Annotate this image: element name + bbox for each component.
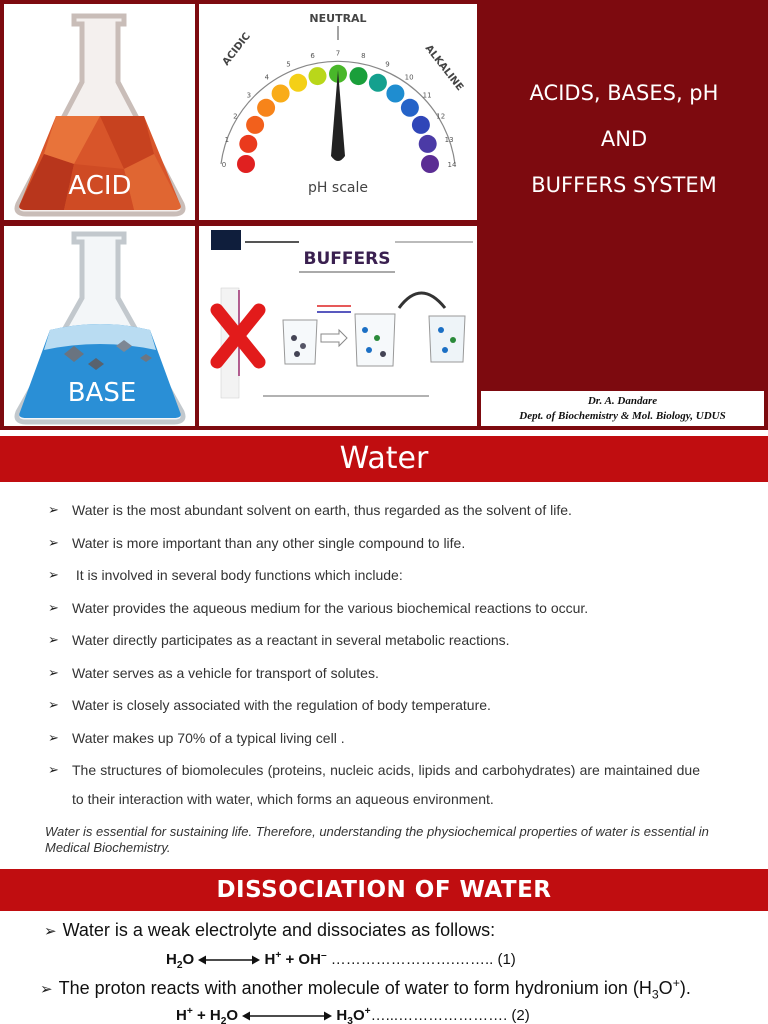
ph-number-8: 8	[361, 52, 366, 61]
equation-2-number: …...…………………. (2)	[370, 1007, 530, 1024]
equation-1: $H_2O$ H+ + OH– …………………….…….. (1)	[166, 950, 516, 971]
bullet-arrow-icon: ➢	[48, 502, 59, 517]
list-item	[48, 659, 700, 688]
double-arrow-icon	[198, 954, 260, 966]
ph-dot-11	[401, 99, 419, 117]
base-label: BASE	[67, 378, 137, 408]
bullet-arrow-icon: ➢	[48, 632, 59, 647]
title-line-3: BUFFERS SYSTEM	[531, 173, 717, 197]
bullet-arrow-icon: ➢	[48, 729, 59, 745]
dissociation-line-1	[44, 920, 495, 941]
ph-number-6: 6	[310, 52, 315, 61]
equation-2: $H^+ + H_2O$ $H_3O^+\dots...\dots\dots\dots\dots\dots\dots\dots$. (2)	[176, 1006, 530, 1024]
ph-number-5: 5	[286, 60, 291, 69]
ph-number-4: 4	[264, 73, 270, 82]
ph-dot-1	[239, 135, 257, 153]
buffers-diagram-image	[199, 226, 477, 426]
presentation-title	[480, 70, 768, 208]
ph-number-12: 12	[436, 112, 446, 121]
ph-dot-13	[419, 135, 437, 153]
bullet-text: Water provides the aqueous medium for the various biochemical reactions to occur.	[72, 599, 589, 616]
ph-dot-14	[421, 155, 439, 173]
ph-number-2: 2	[233, 112, 238, 121]
water-heading: Water	[0, 436, 768, 482]
author-department: Dept. of Biochemistry & Mol. Biology, UDUS	[519, 410, 726, 422]
list-item	[48, 626, 700, 655]
list-item	[48, 724, 700, 753]
water-note: Water is essential for sustaining life. Therefore, understanding the physiochemical properties of water is essential in Medical Biochemistry.	[45, 824, 709, 855]
ph-number-0: 0	[221, 161, 227, 169]
list-item	[48, 756, 700, 813]
ph-dot-2	[246, 116, 264, 134]
bullet-arrow-icon: ➢	[48, 664, 59, 680]
ph-scale-graphic	[199, 4, 477, 220]
list-item	[48, 691, 700, 720]
buffers-graphic	[199, 226, 477, 426]
list-item	[48, 496, 700, 525]
base-flask-graphic	[4, 226, 195, 426]
line-2-end: ).	[679, 978, 691, 998]
bullet-arrow-icon: ➢	[44, 923, 57, 940]
title-line-2: AND	[600, 127, 648, 151]
list-item	[48, 561, 700, 590]
water-slide	[0, 430, 768, 860]
bullet-text: The structures of biomolecules (proteins, nucleic acids, lipids and carbohydrates) are maintained due to their interaction with water, which forms an aqueous environment.	[72, 762, 700, 807]
author-credit	[481, 391, 764, 426]
ph-dot-3	[257, 99, 275, 117]
buffers-title: BUFFERS	[303, 249, 391, 269]
ph-number-1: 1	[224, 136, 230, 145]
dissociation-heading: DISSOCIATION OF WATER	[0, 869, 768, 911]
ph-number-9: 9	[385, 60, 390, 69]
alkaline-label: ALKALINE	[422, 43, 466, 94]
equation-1-number: …………………….…….. (1)	[330, 951, 516, 968]
acid-flask-graphic	[4, 4, 195, 220]
bullet-arrow-icon: ➢	[40, 981, 53, 998]
ph-scale-caption: pH scale	[308, 180, 368, 196]
bullet-arrow-icon: ➢	[48, 599, 59, 615]
ph-dot-4	[272, 85, 290, 103]
ph-number-13: 13	[444, 136, 454, 145]
bullet-text: Water serves as a vehicle for transport of solutes.	[72, 664, 379, 681]
list-item	[48, 594, 700, 623]
author-name: Dr. A. Dandare	[587, 395, 658, 407]
list-item	[48, 529, 700, 558]
title-slide	[0, 0, 768, 430]
ph-needle	[331, 70, 345, 161]
title-line-1: ACIDS, BASES, pH	[529, 81, 719, 105]
bullet-arrow-icon: ➢	[48, 567, 59, 582]
bullet-arrow-icon: ➢	[48, 534, 59, 550]
bullet-text: Water is more important than any other single compound to life.	[72, 534, 466, 551]
acid-flask-image	[4, 4, 195, 220]
ph-number-3: 3	[246, 91, 252, 100]
water-bullet-list	[48, 496, 700, 817]
ph-dot-6	[309, 67, 327, 85]
line-1-text: Water is a weak electrolyte and dissociates as follows:	[62, 920, 496, 940]
bullet-arrow-icon: ➢	[48, 697, 59, 712]
bullet-text: Water is the most abundant solvent on earth, thus regarded as the solvent of life.	[72, 502, 572, 518]
ph-number-14: 14	[447, 161, 457, 169]
base-flask-image	[4, 226, 195, 426]
ph-number-7: 7	[335, 49, 341, 58]
ph-number-11: 11	[422, 91, 432, 100]
ph-scale-image	[199, 4, 477, 220]
ph-dot-5	[289, 74, 307, 92]
bullet-text: Water makes up 70% of a typical living cell .	[72, 729, 345, 746]
double-arrow-icon	[242, 1010, 332, 1022]
line-2-text: The proton reacts with another molecule of water to form hydronium ion (H	[58, 978, 652, 998]
bullet-text: Water directly participates as a reactant in several metabolic reactions.	[72, 632, 510, 648]
ph-dot-10	[386, 85, 404, 103]
ph-dot-0	[237, 155, 255, 173]
ph-dot-9	[369, 74, 387, 92]
neutral-label: NEUTRAL	[309, 12, 367, 25]
dissociation-line-2: ➢ The proton reacts with another molecule of water to form hydronium ion $(H_3O^+)$.	[40, 976, 691, 1002]
dissociation-slide	[0, 860, 768, 1024]
acidic-label: ACIDIC	[220, 30, 253, 68]
ph-dot-12	[412, 116, 430, 134]
bullet-text: Water is closely associated with the regulation of body temperature.	[72, 697, 491, 713]
bullet-text: It is involved in several body functions which include:	[72, 567, 403, 583]
ph-dot-8	[350, 67, 368, 85]
bullet-arrow-icon: ➢	[48, 762, 59, 777]
acid-label: ACID	[68, 171, 132, 201]
ph-number-10: 10	[404, 73, 414, 82]
